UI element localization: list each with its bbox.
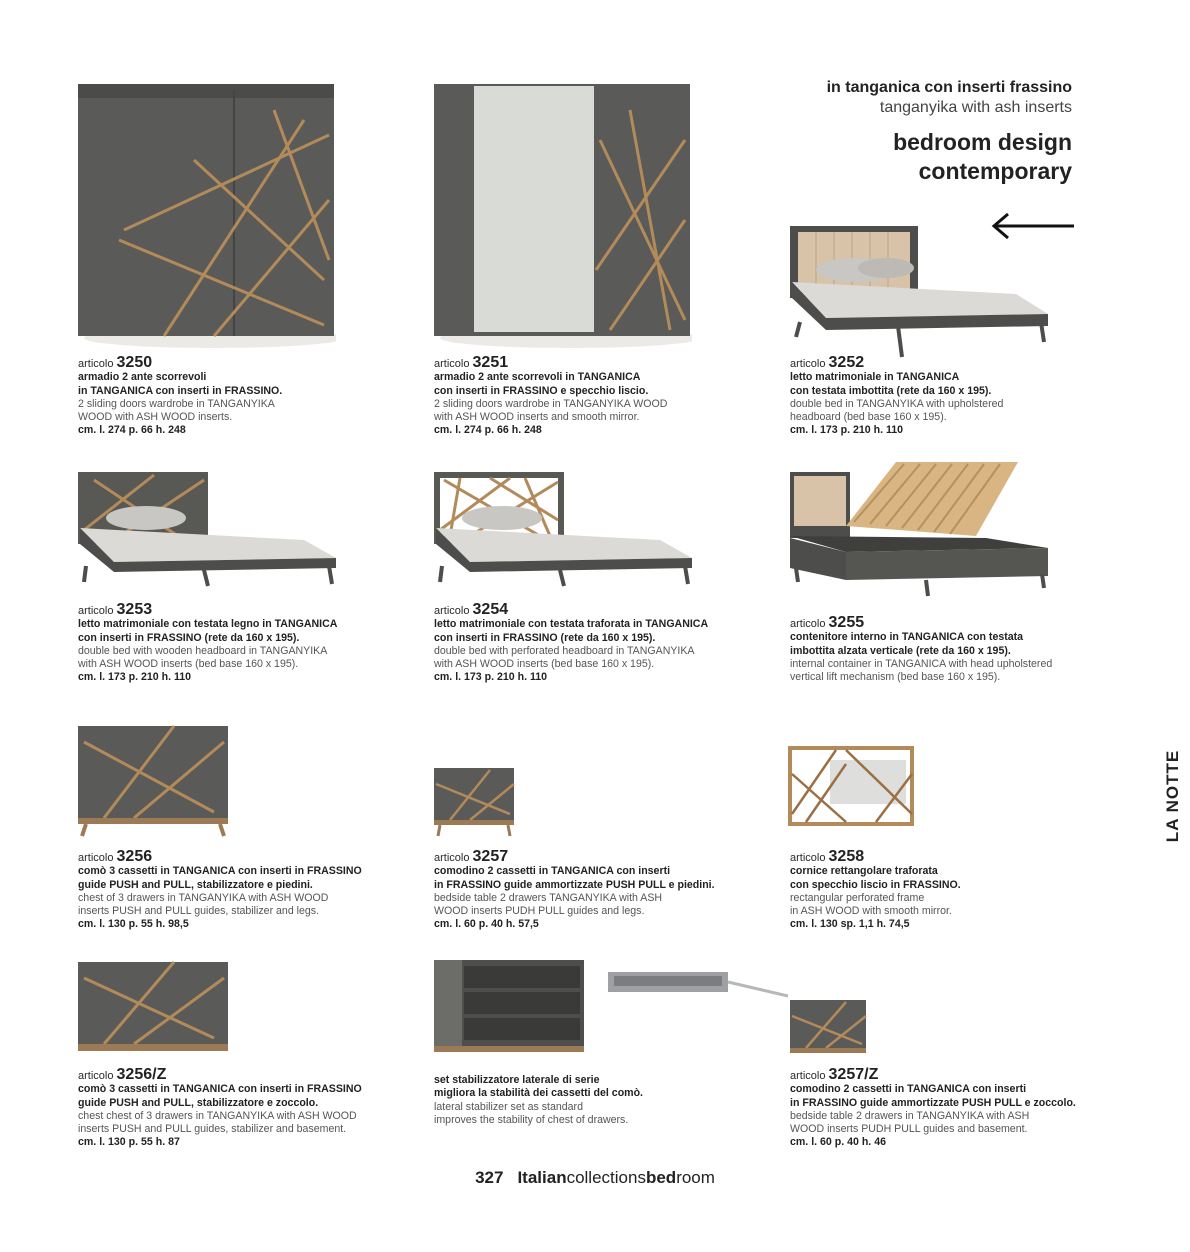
dimensions: cm. l. 130 p. 55 h. 98,5: [78, 918, 189, 931]
product-3258: articolo 3258 cornice rettangolare traforata con specchio liscio in FRASSINO. rectangular perforated frame in ASH WOOD with smooth mirror. cm. l. 130 sp. 1,1 h. 74,5: [790, 850, 1110, 932]
page-footer: 327 Italiancollectionsbedroom: [475, 1168, 715, 1187]
product-3252: articolo 3252 letto matrimoniale in TANGANICA con testata imbottita (rete da 160 x 195). double bed in TANGANYIKA with upholstered headboard (bed base 160 x 195). cm. l. 173 p. 210 h. 110: [790, 356, 1110, 438]
chest-3256z-image: [74, 958, 234, 1056]
product-3257z: articolo 3257/Z comodino 2 cassetti in TANGANICA con inserti in FRASSINO guide ammortizzate PUSH PULL e zoccolo. bedside table 2 drawers in TANGANYIKA with ASH WOOD inserts PUDH PULL guides and basement. cm. l. 60 p. 40 h. 46: [790, 1068, 1110, 1150]
article-code: 3254: [472, 601, 509, 618]
bed-3253-image: [74, 470, 340, 588]
dimensions: cm. l. 173 p. 210 h. 110: [790, 424, 904, 437]
product-3251: articolo 3251 armadio 2 ante scorrevoli in TANGANICA con inserti in FRASSINO e specchio liscio. 2 sliding doors wardrobe in TANGANYIKA WOOD with ASH WOOD inserts and smooth mirror. cm. l. 274 p. 66 h. 248: [434, 356, 754, 438]
product-3253: articolo 3253 letto matrimoniale con testata legno in TANGANICA con inserti in FRASSINO (rete da 160 x 195). double bed with wooden headboard in TANGANYIKA with ASH WOOD inserts (bed base 160 x 195). cm. l. 173 p. 210 h. 110: [78, 603, 398, 685]
product-3254: articolo 3254 letto matrimoniale con testata traforata in TANGANICA con inserti in FRASSINO (rete da 160 x 195). double bed with perforated headboard in TANGANYIKA with ASH WOOD inserts (bed base 160 x 195). cm. l. 173 p. 210 h. 110: [434, 603, 754, 685]
collection-line-english: tanganyika with ash inserts: [879, 99, 1072, 116]
article-code: 3257: [472, 848, 509, 865]
product-3256: articolo 3256 comò 3 cassetti in TANGANICA con inserti in FRASSINO guide PUSH and PULL, stabilizzatore e piedini. chest of 3 drawers in TANGANYIKA with ASH WOOD inserts PUSH and PULL guides, stabilizer and legs. cm. l. 130 p. 55 h. 98,5: [78, 850, 398, 932]
bed-3255-image: [786, 456, 1056, 602]
dimensions: cm. l. 173 p. 210 h. 110: [78, 671, 192, 684]
product-3255: articolo 3255 contenitore interno in TANGANICA con testata imbottita alzata verticale (rete da 160 x 195). internal container in TANGANICA with head upholstered vertical lift mechanism (bed base 160 x 195).: [790, 614, 1053, 684]
wardrobe-3251-image: [430, 80, 692, 352]
article-code: 3256: [116, 848, 153, 865]
dimensions: cm. l. 274 p. 66 h. 248: [434, 424, 542, 437]
collection-header: [827, 78, 1072, 186]
product-3257: articolo 3257 comodino 2 cassetti in TANGANICA con inserti in FRASSINO guide ammortizzate PUSH PULL e piedini. bedside table 2 drawers TANGANYIKA with ASH WOOD inserts PUDH PULL guides and legs. cm. l. 60 p. 40 h. 57,5: [434, 850, 754, 932]
bed-3254-image: [430, 470, 696, 588]
dimensions: cm. l. 60 p. 40 h. 46: [790, 1136, 886, 1149]
collection-line-italian: in tanganica con inserti frassino: [826, 79, 1072, 96]
product-3250: articolo 3250 armadio 2 ante scorrevoli in TANGANICA con inserti in FRASSINO. 2 sliding doors wardrobe in TANGANYIKA WOOD with ASH WOOD inserts. cm. l. 274 p. 66 h. 248: [78, 356, 398, 438]
article-code: 3256/Z: [116, 1066, 167, 1083]
bed-3252-image: [786, 222, 1056, 362]
chest-3256-image: [74, 722, 234, 840]
article-code: 3257/Z: [828, 1066, 879, 1083]
article-code: 3250: [116, 354, 153, 371]
section-tab: LA NOTTE: [1163, 749, 1182, 843]
article-code: 3253: [116, 601, 153, 618]
article-code: 3255: [828, 614, 865, 631]
dimensions: cm. l. 60 p. 40 h. 57,5: [434, 918, 539, 931]
article-code: 3258: [828, 848, 865, 865]
bedside-3257z-image: [786, 996, 870, 1058]
dimensions: cm. l. 274 p. 66 h. 248: [78, 424, 186, 437]
stabilizer-rail-image: [606, 966, 790, 1002]
bedside-3257-image: [430, 764, 520, 840]
mirror-frame-3258-image: [786, 744, 916, 830]
dimensions: cm. l. 173 p. 210 h. 110: [434, 671, 548, 684]
dimensions: cm. l. 130 sp. 1,1 h. 74,5: [790, 918, 910, 931]
product-3256z: articolo 3256/Z comò 3 cassetti in TANGANICA con inserti in FRASSINO guide PUSH and PULL, stabilizzatore e zoccolo. chest chest of 3 drawers in TANGANYIKA with ASH WOOD inserts PUSH and PULL guides, stabilizer and basement. cm. l. 130 p. 55 h. 87: [78, 1068, 398, 1150]
product-stabilizer: set stabilizzatore laterale di serie migliora la stabilità dei cassetti del comò. lateral stabilizer set as standard improves the stability of chest of drawers.: [434, 1074, 643, 1126]
chest-stabilizer-image: [430, 956, 590, 1056]
article-code: 3252: [828, 354, 865, 371]
page-number: 327: [475, 1168, 504, 1187]
collection-title-1: bedroom design: [893, 129, 1072, 155]
dimensions: cm. l. 130 p. 55 h. 87: [78, 1136, 180, 1149]
wardrobe-3250-image: [74, 80, 336, 352]
article-code: 3251: [472, 354, 509, 371]
collection-title-2: contemporary: [918, 158, 1072, 184]
